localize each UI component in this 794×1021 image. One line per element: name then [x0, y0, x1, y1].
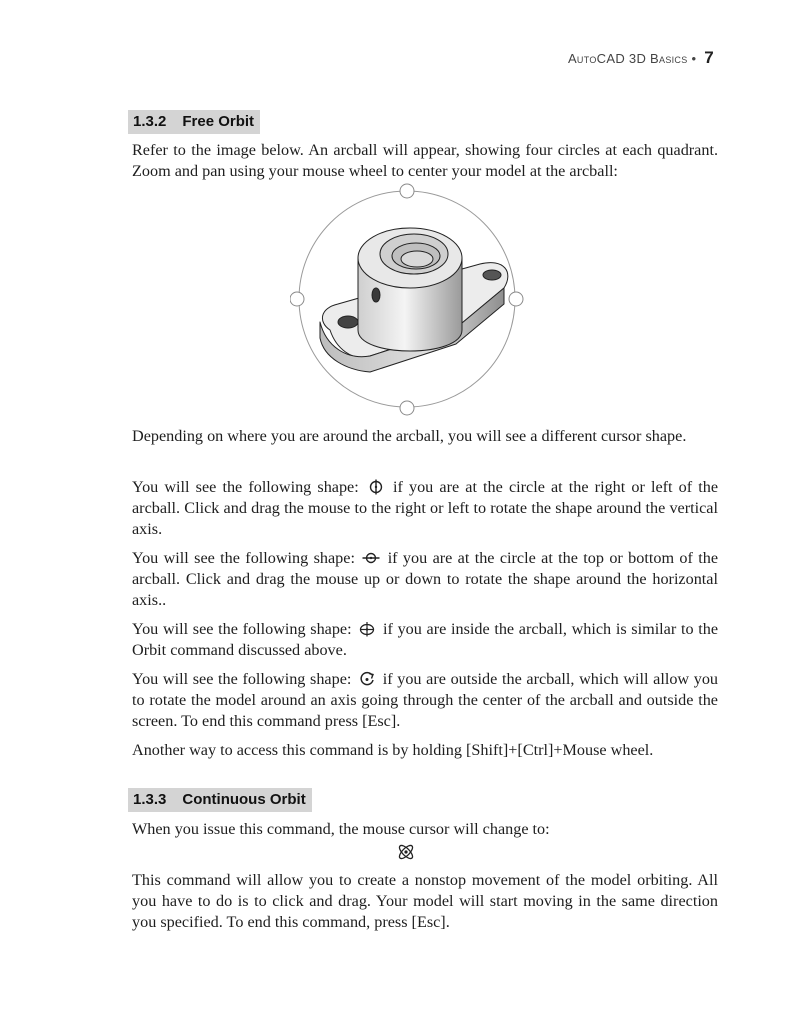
horizontal-axis-orbit-cursor-icon: [362, 550, 380, 566]
page-number: 7: [704, 48, 714, 67]
text-before-icon: You will see the following shape:: [132, 549, 355, 567]
arcball-left-handle: [290, 292, 304, 306]
paragraph-vertical-axis: [132, 477, 718, 540]
free-orbit-cursor-icon: [358, 621, 376, 637]
text-after-icon: if you are inside the arcball, which is similar to the Orbit command discussed above.: [132, 620, 719, 659]
text-after-icon: if you are outside the arcball, which will allow you to rotate the model around an axis going through the center of the arcball and outside the screen. To end this command press [Esc].: [132, 670, 719, 730]
text-after-icon: if you are at the circle at the right or left of the arcball. Click and drag the mouse to the right or left to rotate the shape around the vertical axis.: [132, 478, 719, 538]
paragraph-outside-arcball: [132, 669, 718, 732]
paragraph-cursor-shape: Depending on where you are around the arcball, you will see a different cursor shape.: [132, 427, 687, 445]
text-before-icon: You will see the following shape:: [132, 670, 352, 688]
running-head: [568, 48, 714, 68]
section-number: 1.3.2: [133, 113, 167, 130]
running-head-separator: •: [691, 51, 697, 66]
section-heading-continuous-orbit: [128, 788, 312, 812]
arcball-right-handle: [509, 292, 523, 306]
vertical-axis-orbit-cursor-icon: [367, 479, 385, 495]
paragraph-shortcut: Another way to access this command is by holding [Shift]+[Ctrl]+Mouse wheel.: [132, 741, 654, 759]
paragraph-horizontal-axis: [132, 548, 718, 611]
running-title: AutoCAD 3D Basics: [567, 51, 688, 66]
arcball-model-figure: [290, 180, 526, 416]
paragraph-continuous-intro: When you issue this command, the mouse cursor will change to:: [132, 820, 550, 838]
paragraph-inside-arcball: [132, 619, 718, 661]
section-title: Free Orbit: [182, 113, 255, 130]
section-title: Continuous Orbit: [182, 791, 306, 808]
text-before-icon: You will see the following shape:: [132, 478, 359, 496]
section-heading-free-orbit: [128, 110, 260, 134]
paragraph-intro: Refer to the image below. An arcball will appear, showing four circles at each quadrant. Zoom and pan using your mouse wheel to center your model at the arcball:: [132, 141, 718, 180]
flange-model: [320, 228, 508, 372]
text-before-icon: You will see the following shape:: [132, 620, 352, 638]
roll-orbit-cursor-icon: [358, 671, 376, 687]
text-after-icon: if you are at the circle at the top or bottom of the arcball. Click and drag the mouse up or down to rotate the shape around the horizontal axis..: [132, 549, 719, 609]
arcball-bottom-handle: [400, 401, 414, 415]
paragraph-continuous-description: This command will allow you to create a nonstop movement of the model orbiting. All you have to do is to click and drag. Your model will start moving in the same direction you specified. To end this command, press [Esc].: [132, 871, 718, 931]
arcball-top-handle: [400, 184, 414, 198]
continuous-orbit-cursor-icon: [396, 842, 416, 862]
section-number: 1.3.3: [133, 791, 167, 808]
